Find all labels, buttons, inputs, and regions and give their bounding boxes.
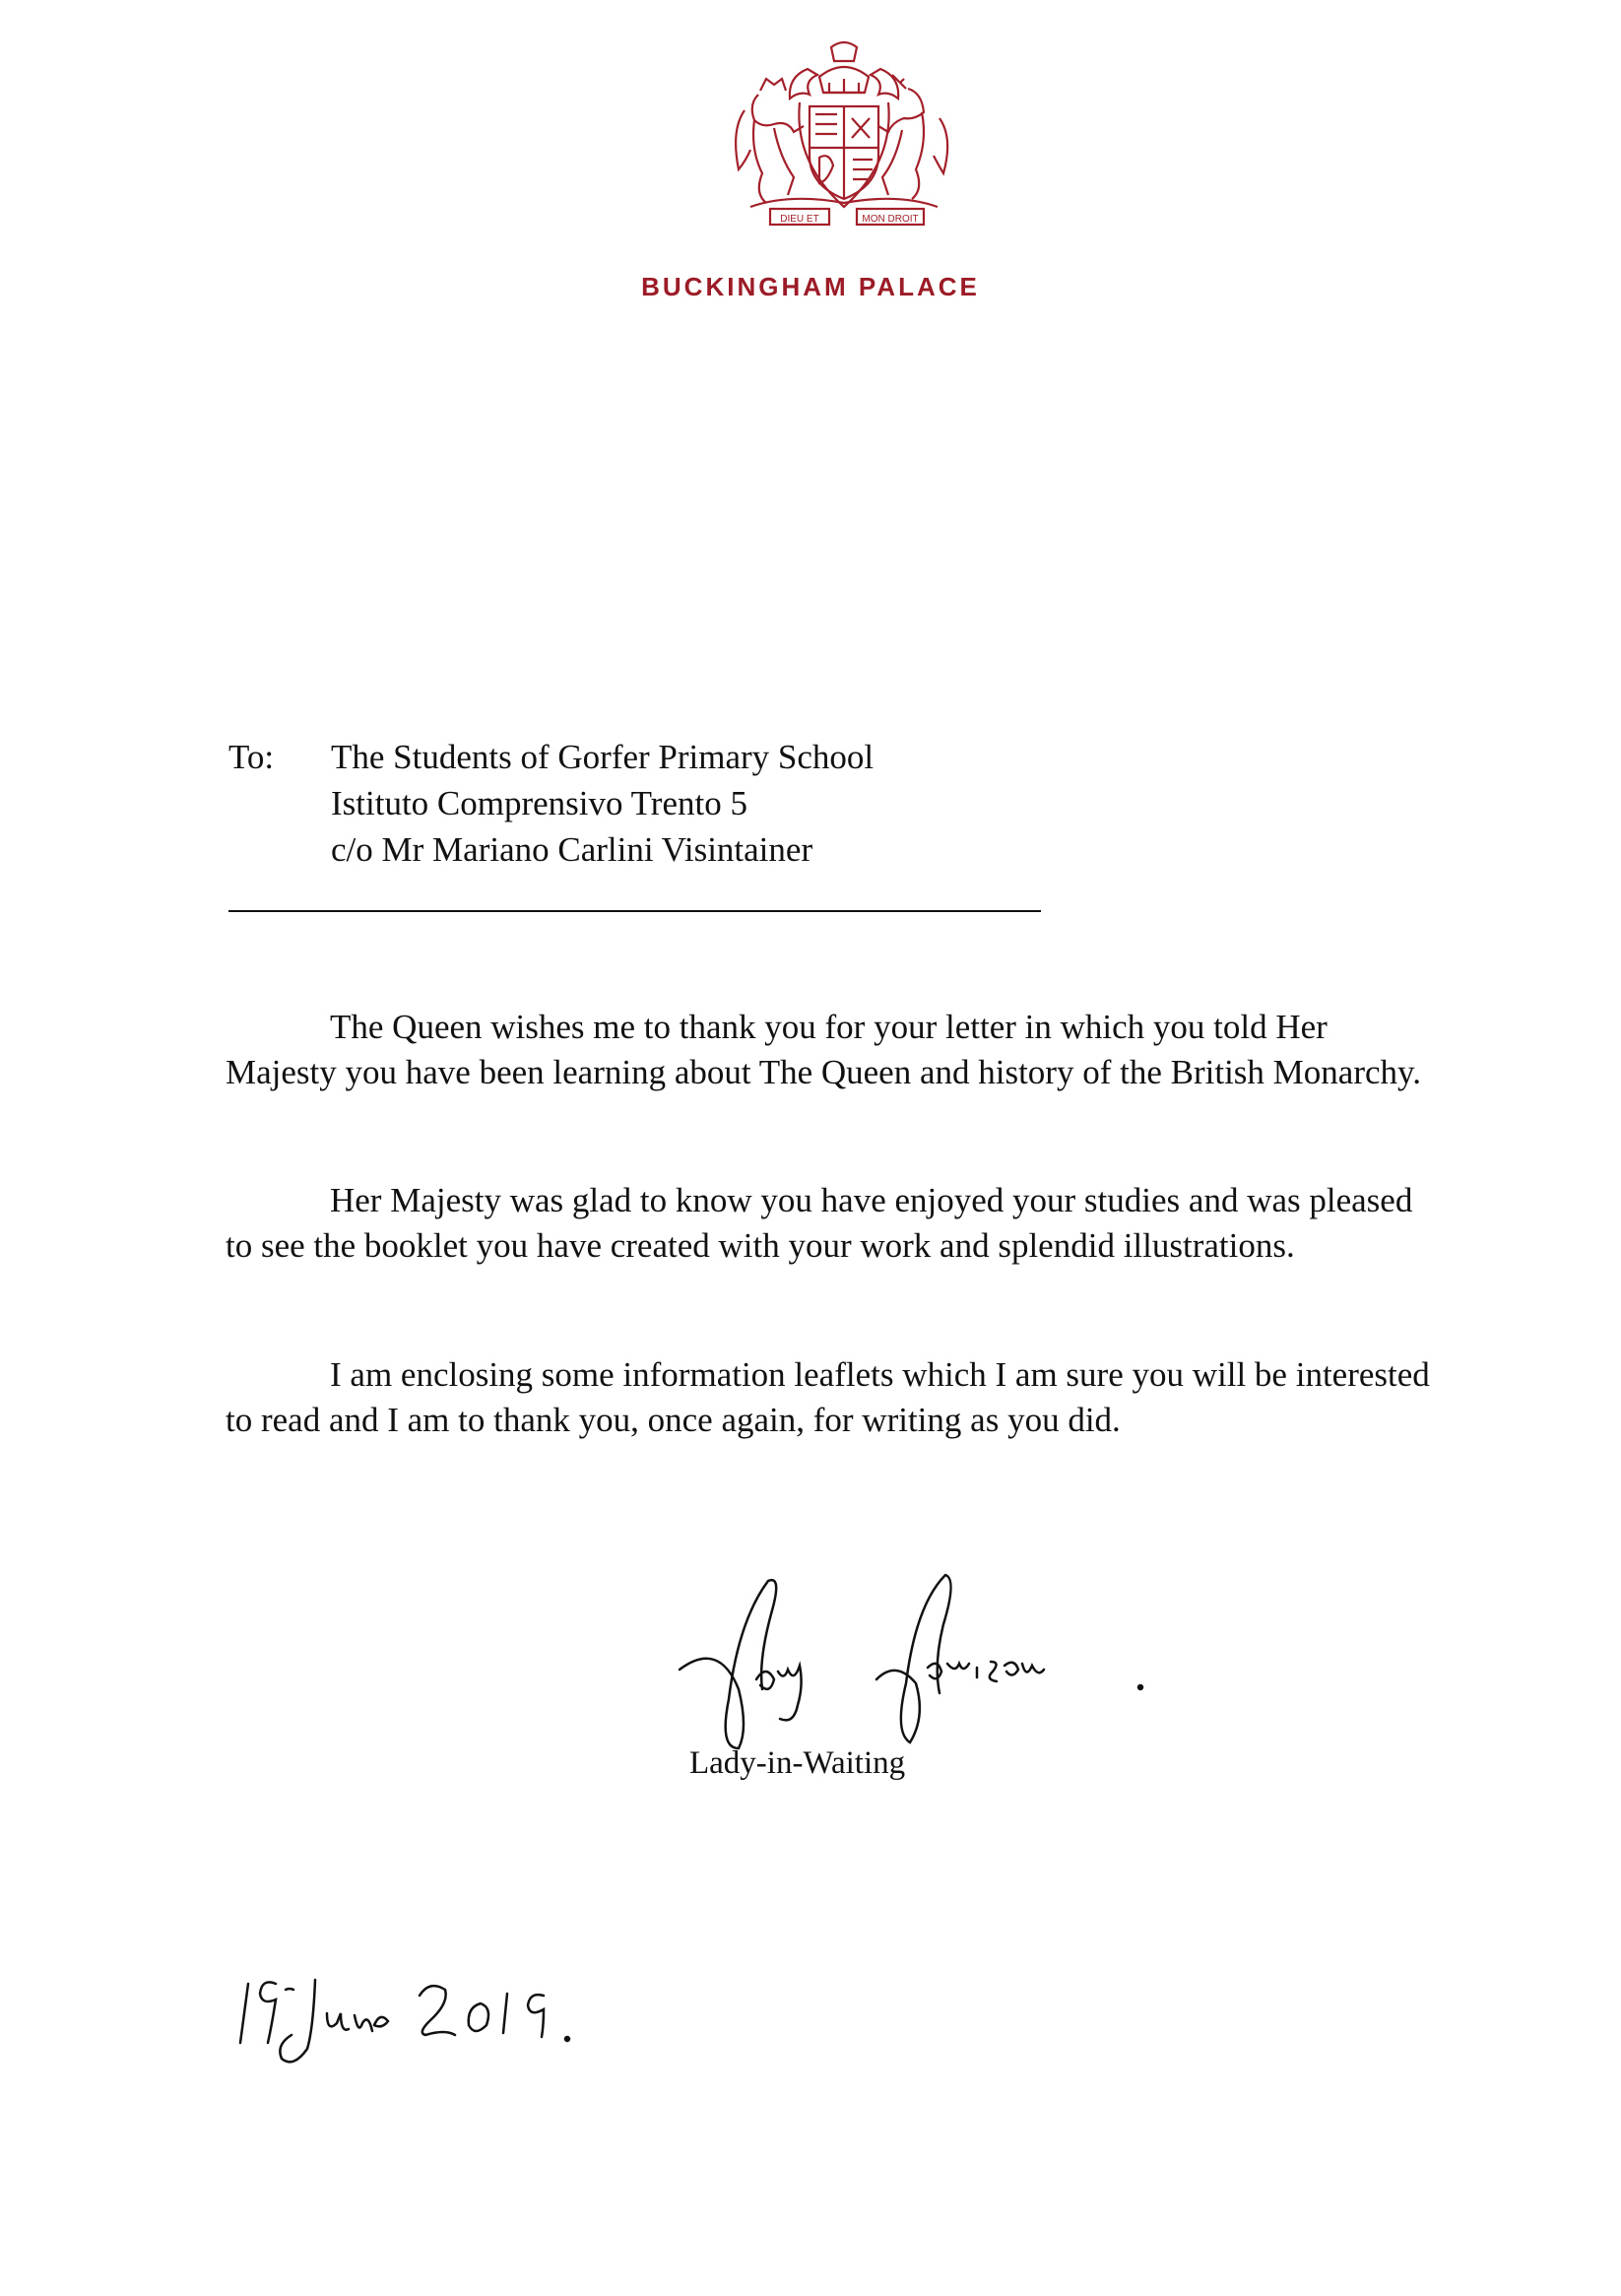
handwritten-date: [236, 1960, 650, 2078]
paragraph-text: I am enclosing some information leaflets which I am sure you will be interested to read and I am to thank you, once again, for writing as you did.: [226, 1355, 1430, 1439]
paragraph-text: Her Majesty was glad to know you have enjoyed your studies and was pleased to see the booklet you have created with your work and splendid illustrations.: [226, 1181, 1413, 1265]
paragraph-2: [226, 1178, 1437, 1269]
divider: [228, 910, 1041, 912]
handwritten-signature: [670, 1561, 1162, 1758]
paragraph-3: [226, 1352, 1437, 1443]
address-line: The Students of Gorfer Primary School: [331, 738, 875, 776]
royal-coat-of-arms-icon: [721, 39, 967, 231]
to-label: To:: [228, 738, 275, 776]
letterhead-title: BUCKINGHAM PALACE: [641, 272, 980, 301]
address-line: Istituto Comprensivo Trento 5: [331, 784, 747, 822]
paragraph-1: [226, 1005, 1437, 1095]
motto-left: DIEU ET: [780, 214, 819, 225]
motto-right: MON DROIT: [862, 214, 919, 225]
paragraph-text: The Queen wishes me to thank you for your letter in which you told Her Majesty you have been learning about The Queen and history of the British Monarchy.: [226, 1008, 1421, 1091]
signatory-title: Lady-in-Waiting: [689, 1745, 906, 1781]
address-line: c/o Mr Mariano Carlini Visintainer: [331, 830, 813, 869]
